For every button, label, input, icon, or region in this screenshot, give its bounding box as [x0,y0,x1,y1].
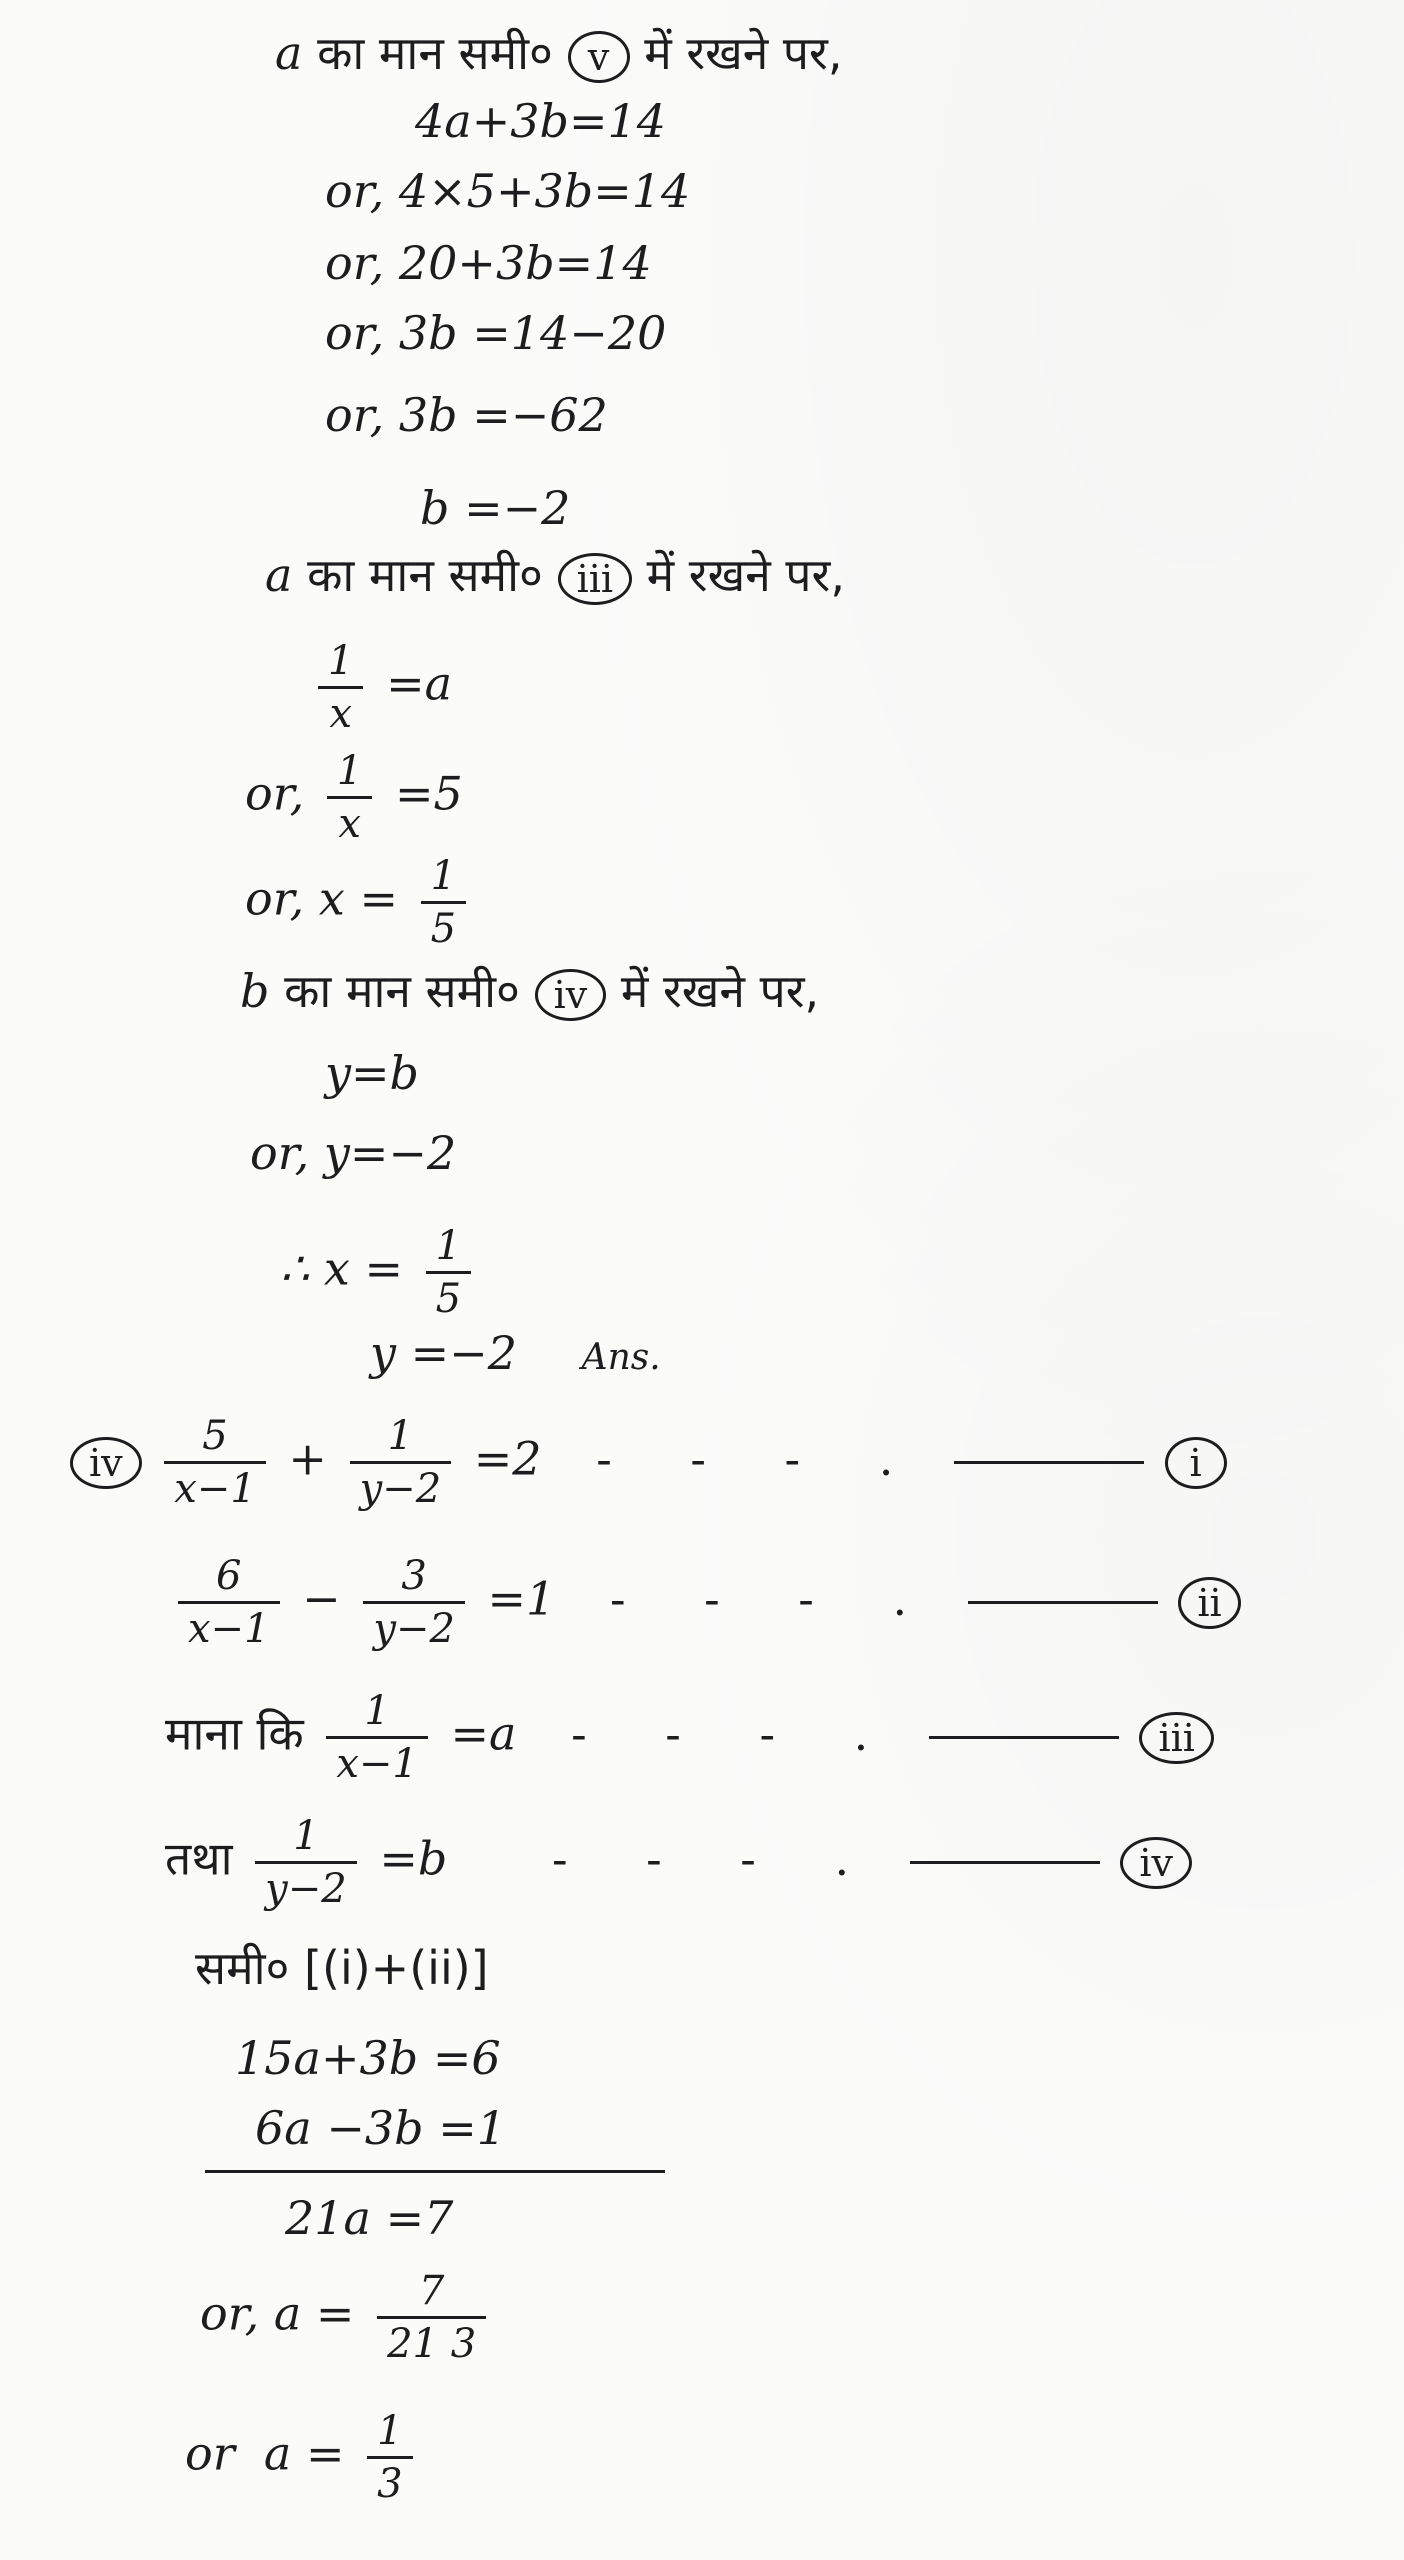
operator: − [302,1571,341,1626]
dash-leader: - - - . [551,1831,882,1886]
equation-line: 15a+3b =6 [235,2031,501,2085]
fraction [377,2270,486,2365]
numerator: 1 [430,853,457,899]
solve-a-line [200,2270,494,2365]
rhs: =a [386,656,453,711]
fraction-bar [377,2316,486,2319]
fraction [178,1555,280,1650]
numerator: 7 [418,2268,445,2314]
leader-line [968,1601,1158,1604]
equation-line: y=b [325,1046,419,1100]
prefix: or, [245,766,305,821]
prefix: or, x = [245,871,398,926]
fraction-bar [255,1861,357,1864]
numerator: 1 [328,638,354,684]
hindi-text: में रखने पर, [646,548,845,602]
denominator: y−2 [265,1866,347,1912]
numerator: 1 [293,1813,319,1859]
fraction-bar [363,1601,465,1604]
result-b: b =−2 [420,481,571,535]
hindi-text: माना कि [165,1706,304,1761]
leader-line [910,1861,1100,1864]
fraction-bar [350,1461,452,1464]
line-substitute-b-eq-iv [240,964,820,1021]
denominator: y−2 [373,1606,455,1652]
hindi-text: में रखने पर, [620,964,820,1018]
fraction [367,2410,412,2505]
dash-leader: - - - . [596,1431,926,1486]
denominator: 3 [377,2461,403,2507]
var-a: a [265,548,293,602]
fraction-bar [178,1601,280,1604]
hindi-text: में रखने पर, [644,26,843,80]
prefix: ∴ x = [280,1241,403,1296]
equation-line: 4a+3b=14 [415,94,667,148]
numerator: 1 [364,1688,390,1734]
numerator: 6 [216,1553,242,1599]
numerator: 5 [202,1413,228,1459]
rhs: =5 [394,766,463,821]
fraction [327,750,372,845]
fraction-bar [326,1736,428,1739]
rhs: =a [450,1706,517,1761]
fraction [255,1815,357,1910]
fraction-line [310,640,452,735]
hindi-text: तथा [165,1831,233,1886]
fraction [426,1225,471,1320]
numerator: 1 [336,748,363,794]
denominator: x−1 [336,1741,418,1787]
let-a-line [165,1690,1214,1785]
equation-line: or, 3b =14−20 [325,306,667,360]
line-substitute-a-eq-v [275,26,843,83]
numerator: 1 [377,2408,403,2454]
leader-line [954,1461,1144,1464]
leader-line [929,1736,1119,1739]
var-a: a [275,26,303,80]
equation-line: or, y=−2 [250,1126,457,1180]
hindi-text: का मान समी० [284,964,520,1018]
denominator: x−1 [188,1606,270,1652]
fraction-line [245,855,474,950]
circled-eq-ref: v [568,31,630,83]
equation-tag: ii [1178,1577,1240,1629]
equation-line: 6a −3b =1 [255,2101,507,2155]
fraction [326,1690,428,1785]
denominator: 5 [430,906,457,952]
fraction-bar [164,1461,266,1464]
and-b-line [165,1815,1192,1910]
combine-header [195,1941,489,1995]
result-y-line [370,1326,661,1380]
problem-eq-2 [170,1555,1241,1650]
hindi-text: का मान समी० [317,26,553,80]
denominator: 5 [435,1276,462,1322]
answer-mark: Ans. [581,1337,661,1378]
numerator: 1 [435,1223,462,1269]
numerator: 3 [401,1553,427,1599]
addition-rule [205,2170,665,2173]
fraction [318,640,363,735]
denominator: y−2 [359,1466,442,1512]
result-y: y =−2 [370,1326,517,1380]
numerator: 1 [387,1413,414,1459]
rhs: =2 [473,1431,542,1486]
denominator: x−1 [174,1466,256,1512]
denominator: 21 3 [387,2321,477,2367]
rhs: =b [379,1831,448,1886]
fraction-bar [426,1271,471,1274]
fraction-bar [367,2456,412,2459]
dash-leader: - - - . [571,1706,901,1761]
line-substitute-a-eq-iii [265,548,845,605]
fraction [421,855,466,950]
result-a-line [185,2410,421,2505]
dash-leader: - - - . [609,1571,940,1626]
equation-line: or, 3b =−62 [325,388,608,442]
operator: + [288,1431,327,1486]
fraction-bar [421,901,466,904]
hindi-text: समी० [(i)+(ii)] [195,1941,489,1995]
denominator: x [338,801,361,847]
sum-line: 21a =7 [285,2191,454,2245]
rhs: =1 [487,1571,556,1626]
equation-line: or, 4×5+3b=14 [325,164,691,218]
equation-tag: iv [1120,1837,1192,1889]
fraction-bar [318,686,363,689]
fraction [350,1415,452,1510]
fraction-line [245,750,463,845]
var-b: b [240,964,270,1018]
problem-eq-1 [70,1415,1227,1510]
circled-eq-ref: iii [558,553,632,605]
prefix: or a = [185,2426,345,2481]
equation-tag: i [1165,1437,1227,1489]
prefix: or, a = [200,2286,355,2341]
problem-label: iv [70,1437,142,1489]
fraction [363,1555,465,1650]
equation-line: or, 20+3b=14 [325,236,652,290]
hindi-text: का मान समी० [307,548,543,602]
fraction [164,1415,266,1510]
therefore-line [280,1225,479,1320]
denominator: x [329,691,352,737]
fraction-bar [327,796,372,799]
equation-tag: iii [1139,1712,1213,1764]
circled-eq-ref: iv [535,969,607,1021]
